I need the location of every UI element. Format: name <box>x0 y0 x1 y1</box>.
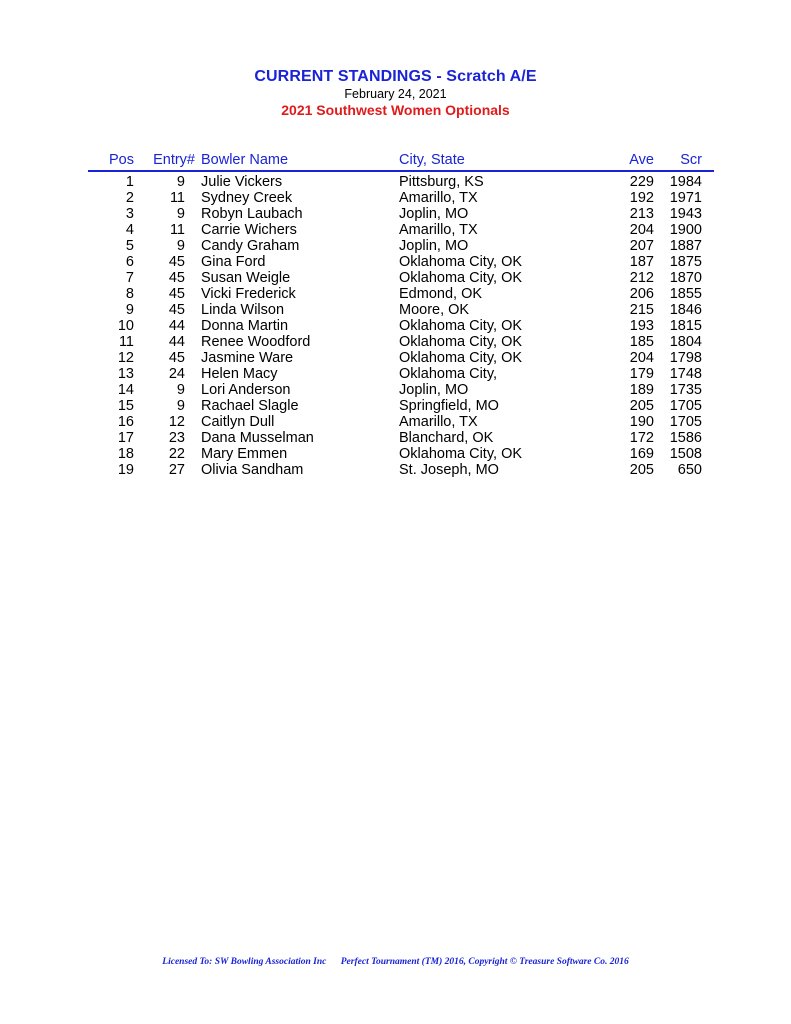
row-average: 205 <box>629 462 654 478</box>
row-city-state: Edmond, OK <box>399 286 483 302</box>
col-header-name: Bowler Name <box>201 152 289 168</box>
row-city-state: Oklahoma City, OK <box>399 254 523 270</box>
row-scratch: 1887 <box>669 238 702 254</box>
row-bowler-name: Susan Weigle <box>201 270 291 286</box>
row-entry: 23 <box>168 430 185 446</box>
row-scratch: 1815 <box>669 318 702 334</box>
row-pos: 18 <box>117 446 134 462</box>
row-city-state: Moore, OK <box>399 302 470 318</box>
row-entry: 45 <box>168 254 185 270</box>
row-scratch: 650 <box>677 462 702 478</box>
row-scratch: 1870 <box>669 270 702 286</box>
row-entry: 44 <box>168 318 185 334</box>
row-average: 215 <box>629 302 654 318</box>
table-row <box>0 318 791 334</box>
table-row <box>0 398 791 414</box>
col-header-city: City, State <box>399 152 465 168</box>
row-scratch: 1508 <box>669 446 702 462</box>
row-pos: 3 <box>125 206 134 222</box>
row-pos: 9 <box>125 302 134 318</box>
report-title: CURRENT STANDINGS - Scratch A/E <box>254 68 537 85</box>
row-city-state: Oklahoma City, OK <box>399 350 523 366</box>
row-pos: 14 <box>117 382 134 398</box>
row-pos: 1 <box>125 174 134 190</box>
row-scratch: 1984 <box>669 174 702 190</box>
row-bowler-name: Linda Wilson <box>201 302 285 318</box>
footer <box>0 957 791 967</box>
table-row <box>0 430 791 446</box>
row-bowler-name: Olivia Sandham <box>201 462 304 478</box>
row-average: 213 <box>629 206 654 222</box>
row-entry: 9 <box>176 206 185 222</box>
standings-table <box>0 174 791 478</box>
row-average: 190 <box>629 414 654 430</box>
row-entry: 45 <box>168 286 185 302</box>
table-row <box>0 446 791 462</box>
row-average: 187 <box>629 254 654 270</box>
row-average: 229 <box>629 174 654 190</box>
table-row <box>0 206 791 222</box>
row-city-state: Blanchard, OK <box>399 430 494 446</box>
row-pos: 16 <box>117 414 134 430</box>
row-pos: 2 <box>125 190 134 206</box>
table-row <box>0 254 791 270</box>
row-scratch: 1875 <box>669 254 702 270</box>
row-pos: 8 <box>125 286 134 302</box>
report-date: February 24, 2021 <box>344 87 447 101</box>
row-entry: 9 <box>176 382 185 398</box>
row-entry: 24 <box>168 366 185 382</box>
row-pos: 13 <box>117 366 134 382</box>
table-row <box>0 270 791 286</box>
row-scratch: 1804 <box>669 334 702 350</box>
row-entry: 27 <box>168 462 185 478</box>
row-city-state: Joplin, MO <box>399 206 469 222</box>
row-pos: 19 <box>117 462 134 478</box>
row-pos: 11 <box>118 334 134 350</box>
row-pos: 15 <box>117 398 134 414</box>
row-bowler-name: Jasmine Ware <box>201 350 294 366</box>
row-average: 169 <box>629 446 654 462</box>
row-city-state: Amarillo, TX <box>399 190 478 206</box>
col-header-scr: Scr <box>680 152 702 168</box>
table-row <box>0 414 791 430</box>
row-bowler-name: Gina Ford <box>201 254 266 270</box>
table-row <box>0 222 791 238</box>
table-row <box>0 382 791 398</box>
row-bowler-name: Mary Emmen <box>201 446 288 462</box>
row-scratch: 1846 <box>669 302 702 318</box>
row-pos: 6 <box>125 254 134 270</box>
table-row <box>0 334 791 350</box>
row-bowler-name: Dana Musselman <box>201 430 314 446</box>
row-bowler-name: Vicki Frederick <box>201 286 296 302</box>
row-entry: 22 <box>168 446 185 462</box>
row-city-state: Amarillo, TX <box>399 414 478 430</box>
row-scratch: 1705 <box>669 414 702 430</box>
row-scratch: 1855 <box>669 286 702 302</box>
row-average: 206 <box>629 286 654 302</box>
row-average: 204 <box>629 222 654 238</box>
row-entry: 45 <box>168 350 185 366</box>
row-bowler-name: Rachael Slagle <box>201 398 299 414</box>
row-entry: 9 <box>176 398 185 414</box>
row-entry: 11 <box>169 190 185 206</box>
row-scratch: 1735 <box>669 382 702 398</box>
row-city-state: Oklahoma City, OK <box>399 334 523 350</box>
row-city-state: Oklahoma City, OK <box>399 270 523 286</box>
row-pos: 10 <box>117 318 134 334</box>
row-average: 212 <box>629 270 654 286</box>
row-bowler-name: Sydney Creek <box>201 190 293 206</box>
row-scratch: 1900 <box>669 222 702 238</box>
table-row <box>0 302 791 318</box>
row-entry: 12 <box>168 414 185 430</box>
col-header-ave: Ave <box>629 152 654 168</box>
row-pos: 4 <box>125 222 134 238</box>
row-bowler-name: Helen Macy <box>201 366 278 382</box>
row-city-state: Joplin, MO <box>399 382 469 398</box>
row-bowler-name: Julie Vickers <box>201 174 283 190</box>
row-bowler-name: Candy Graham <box>201 238 300 254</box>
license-text: Licensed To: SW Bowling Association Inc <box>162 957 327 967</box>
row-scratch: 1748 <box>669 366 702 382</box>
row-average: 204 <box>629 350 654 366</box>
col-header-pos: Pos <box>109 152 134 168</box>
header-divider <box>88 170 714 172</box>
row-city-state: St. Joseph, MO <box>399 462 499 478</box>
row-average: 207 <box>629 238 654 254</box>
event-name: 2021 Southwest Women Optionals <box>281 102 510 118</box>
row-average: 185 <box>629 334 654 350</box>
table-row <box>0 190 791 206</box>
row-city-state: Oklahoma City, OK <box>399 446 523 462</box>
row-bowler-name: Robyn Laubach <box>201 206 303 222</box>
row-city-state: Springfield, MO <box>399 398 499 414</box>
row-pos: 17 <box>117 430 134 446</box>
row-bowler-name: Lori Anderson <box>201 382 291 398</box>
row-scratch: 1971 <box>669 190 702 206</box>
table-row <box>0 366 791 382</box>
row-city-state: Pittsburg, KS <box>399 174 484 190</box>
row-average: 189 <box>629 382 654 398</box>
row-pos: 12 <box>117 350 134 366</box>
table-row <box>0 350 791 366</box>
row-bowler-name: Carrie Wichers <box>201 222 297 238</box>
row-scratch: 1705 <box>669 398 702 414</box>
row-entry: 9 <box>176 238 185 254</box>
row-scratch: 1798 <box>669 350 702 366</box>
row-average: 193 <box>629 318 654 334</box>
row-bowler-name: Donna Martin <box>201 318 289 334</box>
row-city-state: Oklahoma City, <box>399 366 498 382</box>
table-row <box>0 286 791 302</box>
row-entry: 9 <box>176 174 185 190</box>
table-row <box>0 462 791 478</box>
copyright-text: Perfect Tournament (TM) 2016, Copyright © Treasure Software Co. 2016 <box>340 957 629 967</box>
row-city-state: Joplin, MO <box>399 238 469 254</box>
row-scratch: 1586 <box>669 430 702 446</box>
table-row <box>0 238 791 254</box>
row-bowler-name: Renee Woodford <box>201 334 311 350</box>
row-average: 172 <box>629 430 654 446</box>
row-average: 205 <box>629 398 654 414</box>
row-average: 192 <box>629 190 654 206</box>
row-entry: 11 <box>169 222 185 238</box>
row-city-state: Oklahoma City, OK <box>399 318 523 334</box>
row-pos: 5 <box>125 238 134 254</box>
row-pos: 7 <box>125 270 134 286</box>
col-header-entry: Entry# <box>153 152 195 168</box>
table-row <box>0 174 791 190</box>
row-scratch: 1943 <box>669 206 702 222</box>
row-entry: 45 <box>168 270 185 286</box>
row-average: 179 <box>629 366 654 382</box>
row-city-state: Amarillo, TX <box>399 222 478 238</box>
row-entry: 44 <box>168 334 185 350</box>
row-entry: 45 <box>168 302 185 318</box>
row-bowler-name: Caitlyn Dull <box>201 414 275 430</box>
